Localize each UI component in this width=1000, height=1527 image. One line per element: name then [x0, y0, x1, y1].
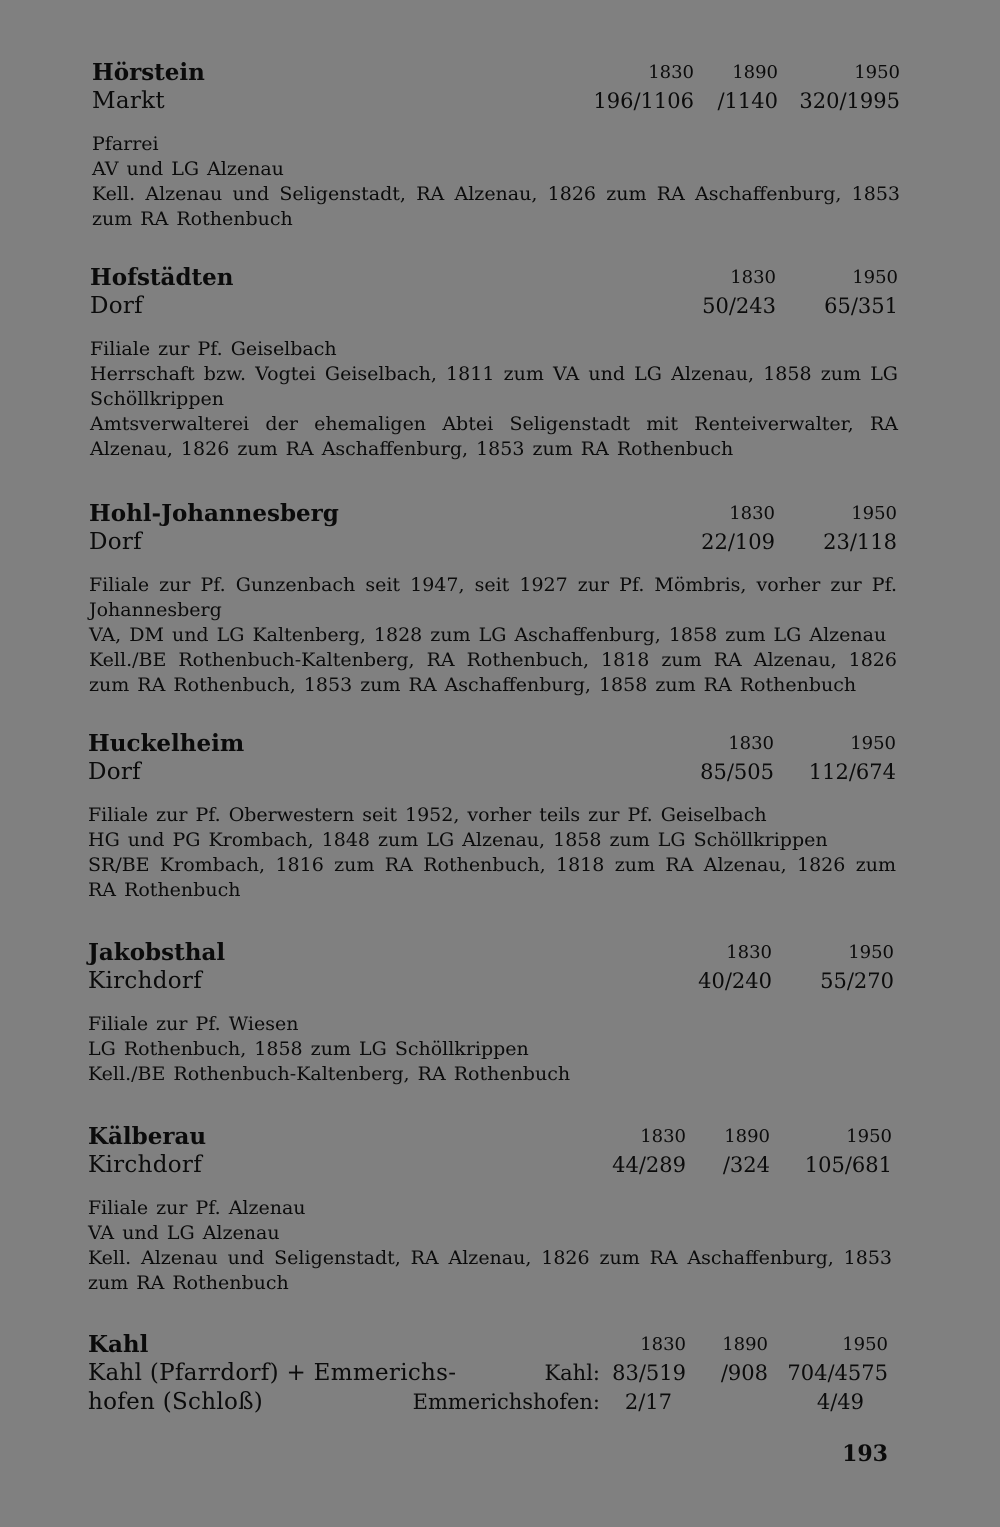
description-line: Filiale zur Pf. Wiesen [88, 1013, 299, 1035]
year-1950: 1950 [842, 1334, 888, 1355]
value-1890: /1140 [717, 89, 778, 113]
value-1950: 55/270 [820, 969, 894, 993]
description-line: LG Rothenbuch, 1858 zum LG Schöllkrippen [88, 1038, 529, 1060]
place-label-emmerichshofen: Emmerichshofen: [412, 1390, 600, 1414]
value-1950: 105/681 [804, 1153, 892, 1177]
description-line: Filiale zur Pf. Oberwestern seit 1952, vorher teils zur Pf. Geiselbach [88, 804, 767, 826]
description-line: Pfarrei [92, 133, 159, 155]
year-1830: 1830 [728, 733, 774, 754]
value-1950: 23/118 [823, 530, 897, 554]
year-1830: 1830 [648, 62, 694, 83]
entry-hofstaedten [90, 263, 898, 462]
description-line: VA und LG Alzenau [88, 1222, 280, 1244]
entry-type: Kirchdorf [88, 968, 203, 994]
entry-name: Kahl [88, 1331, 149, 1358]
description-line: Kell. Alzenau und Seligenstadt, RA Alzenau, 1826 zum RA Aschaffenburg, 1853 zum RA Rothenbuch [92, 183, 900, 230]
entry-description [90, 337, 898, 462]
entry-kahl [88, 1330, 888, 1417]
value-1950: 320/1995 [799, 89, 900, 113]
value-1950: 4/49 [816, 1390, 864, 1414]
year-1830: 1830 [730, 267, 776, 288]
value-1890: /908 [720, 1361, 768, 1385]
description-line: Herrschaft bzw. Vogtei Geiselbach, 1811 zum VA und LG Alzenau, 1858 zum LG Schöllkrippen [90, 363, 898, 410]
entry-name: Huckelheim [88, 730, 245, 757]
value-1950: 65/351 [824, 294, 898, 318]
value-1830: 2/17 [624, 1390, 672, 1414]
entry-type: Dorf [89, 529, 142, 555]
entry-description [88, 1012, 894, 1087]
description-line: SR/BE Krombach, 1816 zum RA Rothenbuch, 1818 zum RA Alzenau, 1826 zum RA Rothenbuch [88, 854, 896, 901]
year-1890: 1890 [724, 1126, 770, 1147]
entry-type: Markt [92, 88, 165, 114]
description-line: AV und LG Alzenau [92, 158, 284, 180]
value-1890: /324 [722, 1153, 770, 1177]
year-1950: 1950 [846, 1126, 892, 1147]
description-line: VA, DM und LG Kaltenberg, 1828 zum LG Aschaffenburg, 1858 zum LG Alzenau [89, 624, 887, 646]
entry-name: Hofstädten [90, 264, 234, 291]
description-line: Kell./BE Rothenbuch-Kaltenberg, RA Rothenbuch, 1818 zum RA Alzenau, 1826 zum RA Rothenbuch, 1853 zum RA Aschaffenburg, 1858 zum RA Rothenbuch [89, 649, 897, 696]
description-line: Amtsverwalterei der ehemaligen Abtei Seligenstadt mit Renteiverwalter, RA Alzenau, 1826 zum RA Aschaffenburg, 1853 zum RA Rothenbuch [90, 413, 898, 460]
entry-hoerstein [92, 58, 900, 232]
entry-type: Dorf [88, 759, 141, 785]
place-label-kahl: Kahl: [544, 1361, 600, 1385]
entry-name: Hohl-Johannesberg [89, 500, 339, 527]
value-1830: 85/505 [700, 760, 774, 784]
entry-type-continued: hofen (Schloß) [88, 1389, 264, 1415]
description-line: Kell. Alzenau und Seligenstadt, RA Alzenau, 1826 zum RA Aschaffenburg, 1853 zum RA Rothenbuch [88, 1247, 892, 1294]
year-1890: 1890 [722, 1334, 768, 1355]
entry-description [88, 803, 896, 903]
description-line: Filiale zur Pf. Gunzenbach seit 1947, seit 1927 zur Pf. Mömbris, vorher zur Pf. Johannesberg [89, 574, 897, 621]
year-1950: 1950 [851, 503, 897, 524]
year-1950: 1950 [852, 267, 898, 288]
entry-name: Hörstein [92, 59, 205, 86]
value-1950: 704/4575 [787, 1361, 888, 1385]
entry-name: Kälberau [88, 1123, 207, 1150]
value-1830: 40/240 [698, 969, 772, 993]
page-number: 193 [842, 1441, 888, 1467]
entry-description [92, 132, 900, 232]
entry-description [89, 573, 897, 698]
year-1830: 1830 [729, 503, 775, 524]
value-1830: 196/1106 [593, 89, 694, 113]
entry-name: Jakobsthal [88, 939, 226, 966]
year-1950: 1950 [848, 942, 894, 963]
description-line: Filiale zur Pf. Geiselbach [90, 338, 337, 360]
description-line: HG und PG Krombach, 1848 zum LG Alzenau, 1858 zum LG Schöllkrippen [88, 829, 828, 851]
value-1830: 44/289 [612, 1153, 686, 1177]
value-1950: 112/674 [808, 760, 896, 784]
year-1950: 1950 [850, 733, 896, 754]
entry-type: Kahl (Pfarrdorf) + Emmerichs- [88, 1360, 457, 1386]
description-line: Filiale zur Pf. Alzenau [88, 1197, 306, 1219]
entry-description [88, 1196, 892, 1296]
value-1830: 83/519 [612, 1361, 686, 1385]
entry-kaelberau [88, 1122, 892, 1296]
entry-type: Dorf [90, 293, 143, 319]
description-line: Kell./BE Rothenbuch-Kaltenberg, RA Rothenbuch [88, 1063, 571, 1085]
value-1830: 50/243 [702, 294, 776, 318]
entry-hohl-johannesberg [89, 499, 897, 698]
year-1830: 1830 [640, 1334, 686, 1355]
year-1830: 1830 [640, 1126, 686, 1147]
year-1890: 1890 [732, 62, 778, 83]
year-1950: 1950 [854, 62, 900, 83]
entry-type: Kirchdorf [88, 1152, 203, 1178]
value-1830: 22/109 [701, 530, 775, 554]
year-1830: 1830 [726, 942, 772, 963]
entry-jakobsthal [88, 938, 894, 1087]
entry-huckelheim [88, 729, 896, 903]
